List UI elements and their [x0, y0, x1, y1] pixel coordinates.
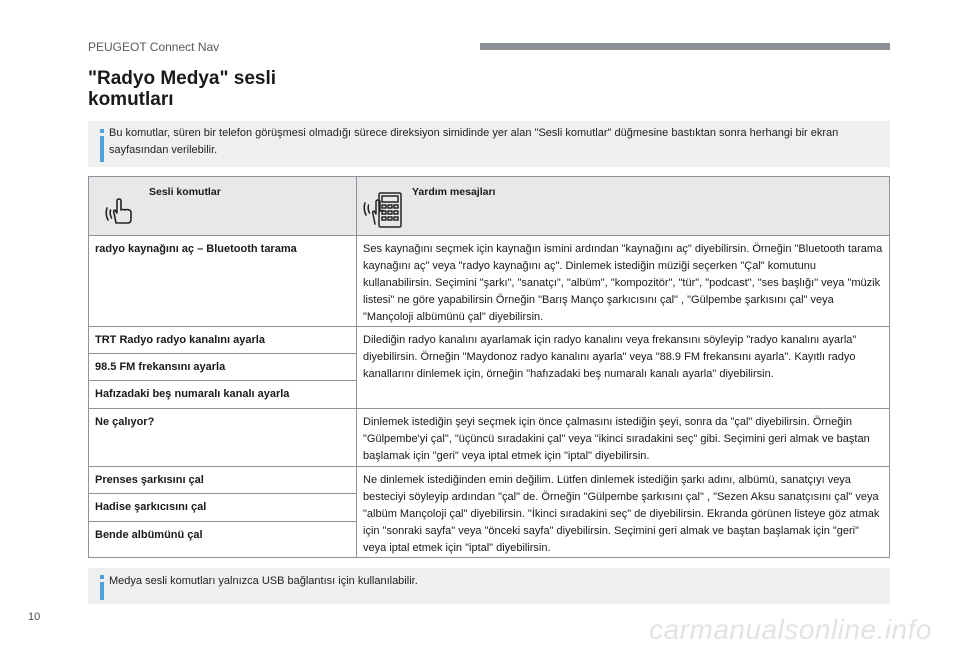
page-title-line2: komutları — [88, 89, 174, 110]
header-title: PEUGEOT Connect Nav — [88, 40, 220, 54]
column-header-help-label: Yardım mesajları — [412, 186, 496, 198]
voice-command-hand-icon — [104, 191, 138, 225]
command-cell: 98.5 FM frekansını ayarla — [89, 354, 357, 381]
table-row — [89, 409, 890, 467]
command-cell: TRT Radyo radyo kanalını ayarla — [89, 327, 357, 354]
page-title-line1: "Radyo Medya" sesli — [88, 68, 277, 89]
command-cell: Prenses şarkısını çal — [89, 467, 357, 494]
command-cell: Hadise şarkıcısını çal — [89, 494, 357, 521]
column-header-commands-label: Sesli komutlar — [149, 186, 221, 198]
page-number: 10 — [28, 611, 41, 623]
help-cell: Dinlemek istediğin şeyi seçmek için önce çalmasını istediğin şeyi, sonra da "çal" diyebilirsin. Örneğin "Gülpembe'yi çal", "üçüncü sıradakini çal" veya "ikinci sıradakini seç" gibi. Seçimini geri almak ve baştan başlamak için "geri" veya iptal etmek için "iptal" diyebilirsin. — [357, 409, 890, 467]
column-header-commands — [89, 177, 357, 236]
command-cell: Ne çalıyor? — [89, 409, 357, 467]
info-box-top — [88, 121, 890, 167]
table-row — [89, 327, 890, 354]
info-text-top: Bu komutlar, süren bir telefon görüşmesi olmadığı sürece direksiyon simidinde yer alan "Sesli komutlar" düğmesine bastıktan sonra herhangi bir ekran sayfasından verilebilir. — [109, 127, 839, 156]
table-row — [89, 236, 890, 327]
help-cell: Ses kaynağını seçmek için kaynağın ismini ardından "kaynağını aç" diyebilirsin. Örneğin "Bluetooth tarama kaynağını aç" veya "radyo kaynağını aç". Dinlemek istediğin müziği seçerken "Çal" komutunu kullanabilirsin. Seçimini "şarkı", "sanatçı", "albüm", "kompozitör", "tür", "podcast", "ses başlığı" veya "müzik listesi" ne göre yapabilirsin Örneğin "Barış Manço şarkıcısını çal" , "Gülpembe şarkısını çal" veya "Mançoloji albümünü çal" diyebilirsin. — [357, 236, 890, 327]
header-bar — [480, 43, 890, 50]
info-box-bottom — [88, 568, 890, 604]
voice-help-screen-icon — [363, 189, 403, 231]
table-header-row — [89, 177, 890, 236]
info-text-bottom: Medya sesli komutları yalnızca USB bağlantısı için kullanılabilir. — [109, 575, 418, 587]
page-title — [88, 68, 276, 110]
help-cell: Dilediğin radyo kanalını ayarlamak için radyo kanalını veya frekansını söyleyip "radyo kanalını ayarla" diyebilirsin. Örneğin "Maydonoz radyo kanalını ayarla" veya "88.9 FM frekansını ayarla". Kayıtlı radyo kanallarını dinlemek için, örneğin "hafızadaki beş numaralı kanalı ayarla" diyebilirsin. — [357, 327, 890, 409]
column-header-help — [357, 177, 890, 236]
help-cell: Ne dinlemek istediğinden emin değilim. Lütfen dinlemek istediğin şarkı adını, albümü, sanatçıyı veya besteciyi söyleyip ardından "çal" de. Örneğin "Gülpembe şarkısını çal" , "Sezen Aksu sanatçısını çal" veya "albüm Mançoloji çal" diyebilirsin. "İkinci sıradakini seç" de diyebilirsin. Ekranda görünen listeye göz atmak için "sonraki sayfa" veya "önceki sayfa" diyebilirsin. Seçimini geri almak ve baştan başlamak için "geri" veya iptal etmek için "iptal" diyebilirsin. — [357, 467, 890, 558]
command-cell: radyo kaynağını aç – Bluetooth tarama — [89, 236, 357, 327]
command-cell: Hafızadaki beş numaralı kanalı ayarla — [89, 381, 357, 409]
table-row — [89, 467, 890, 494]
watermark: carmanualsonline.info — [649, 614, 932, 645]
voice-command-table — [88, 176, 890, 558]
command-cell: Bende albümünü çal — [89, 521, 357, 557]
